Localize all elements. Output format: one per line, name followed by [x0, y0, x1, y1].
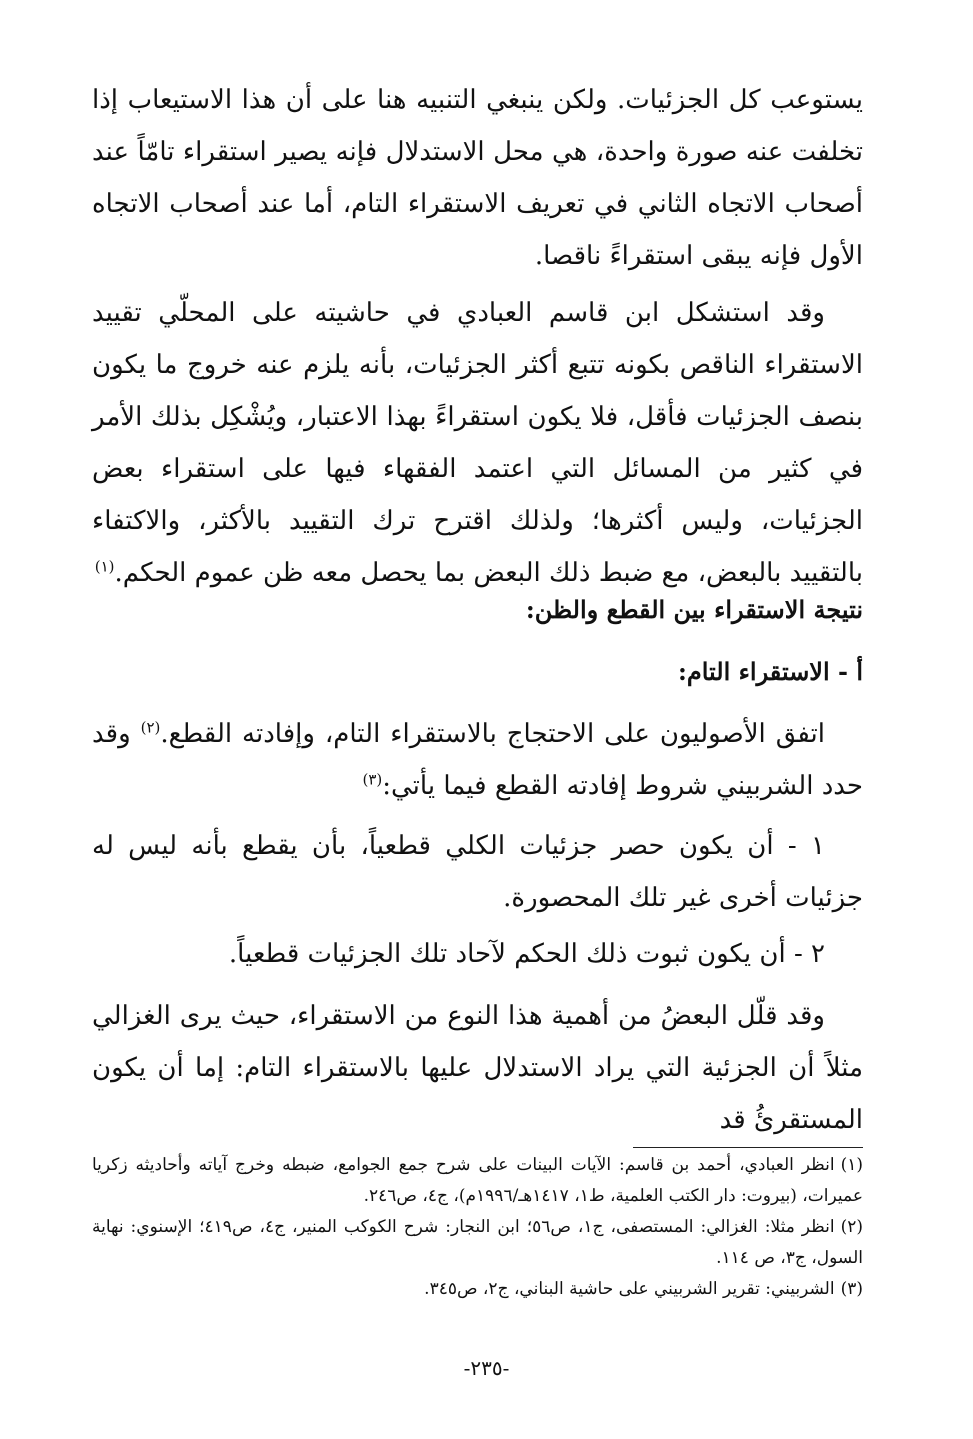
footnote-2	[92, 1212, 863, 1274]
footnote-2-number: (٢)	[840, 1217, 863, 1237]
paragraph-1-text: يستوعب كل الجزئيات. ولكن ينبغي التنبيه هنا على أن هذا الاستيعاب إذا تخلفت عنه صورة واحدة، هي محل الاستدلال فإنه يصير استقراء تامّاً عند أصحاب الاتجاه الثاني في تعريف الاستقراء التام، أما عند أصحاب الاتجاه الأول فإنه يبقى استقراءً ناقصا.	[92, 85, 863, 271]
section-heading-text: نتيجة الاستقراء بين القطع والظن:	[525, 595, 863, 624]
footnote-2-text: انظر مثلا: الغزالي: المستصفى، ج١، ص٥٦؛ ابن النجار: شرح الكوكب المنير، ج٤، ص٤١٩؛ الإسنوي: نهاية السول، ج٣، ص ١١٤.	[92, 1217, 863, 1268]
footnote-ref-3[interactable]: (٣)	[362, 770, 383, 789]
footnote-ref-2[interactable]: (٢)	[140, 718, 161, 737]
footnote-3-number: (٣)	[840, 1279, 863, 1299]
footnote-divider	[633, 1147, 863, 1148]
footnote-1	[92, 1150, 863, 1212]
paragraph-2	[92, 287, 863, 599]
footnote-ref-1[interactable]: (١)	[94, 557, 115, 576]
footnote-1-number: (١)	[840, 1155, 863, 1175]
paragraph-3-text-b: وقد حدد الشربيني شروط إفادته القطع فيما يأتي:	[92, 719, 863, 801]
footnote-3-text: الشربيني: تقرير الشربيني على حاشية البناني، ج٢، ص٣٤٥.	[424, 1279, 835, 1299]
section-heading	[92, 590, 863, 630]
subsection-heading	[92, 652, 863, 692]
footnotes	[92, 1150, 863, 1305]
paragraph-4-text: وقد قلّل البعضُ من أهمية هذا النوع من الاستقراء، حيث يرى الغزالي مثلاً أن الجزئية التي يراد الاستدلال عليها بالاستقراء التام: إما أن يكون المستقرئُ قد	[92, 1001, 863, 1135]
footnote-1-text: انظر العبادي، أحمد بن قاسم: الآيات البينات على شرح جمع الجوامع، ضبطه وخرج آياته وأحاديثه زكريا عميرات، (بيروت: دار الكتب العلمية، ط١، ١٤١٧هـ/١٩٩٦م)، ج٤، ص٢٤٦.	[92, 1155, 863, 1206]
paragraph-3	[92, 708, 863, 812]
paragraph-3-text-a: اتفق الأصوليون على الاحتجاج بالاستقراء التام، وإفادته القطع.	[160, 719, 825, 749]
paragraph-2-text: وقد استشكل ابن قاسم العبادي في حاشيته على المحلّي تقييد الاستقراء الناقص بكونه تتبع أكثر الجزئيات، بأنه يلزم عنه خروج ما يكون بنصف الجزئيات فأقل، فلا يكون استقراءً بهذا الاعتبار، ويُشْكِل بذلك الأمر في كثير من المسائل التي اعتمد الفقهاء فيها على استقراء بعض الجزئيات، وليس أكثرها؛ ولذلك اقترح ترك التقييد بالأكثر، والاكتفاء بالتقييد بالبعض، مع ضبط ذلك البعض بما يحصل معه ظن عموم الحكم.	[92, 298, 863, 588]
paragraph-4	[92, 990, 863, 1146]
list-item-1-text: ١ - أن يكون حصر جزئيات الكلي قطعياً، بأن يقطع بأنه ليس له جزئيات أخرى غير تلك المحصورة.	[92, 831, 863, 913]
list-item-2	[92, 928, 863, 980]
page-number: -٢٣٥-	[463, 1356, 510, 1380]
list-item-2-text: ٢ - أن يكون ثبوت ذلك الحكم لآحاد تلك الجزئيات قطعياً.	[228, 939, 825, 969]
subsection-heading-text: أ - الاستقراء التام:	[678, 657, 863, 686]
list-item-1	[92, 820, 863, 924]
footnote-3	[92, 1274, 863, 1305]
paragraph-1	[92, 74, 863, 282]
